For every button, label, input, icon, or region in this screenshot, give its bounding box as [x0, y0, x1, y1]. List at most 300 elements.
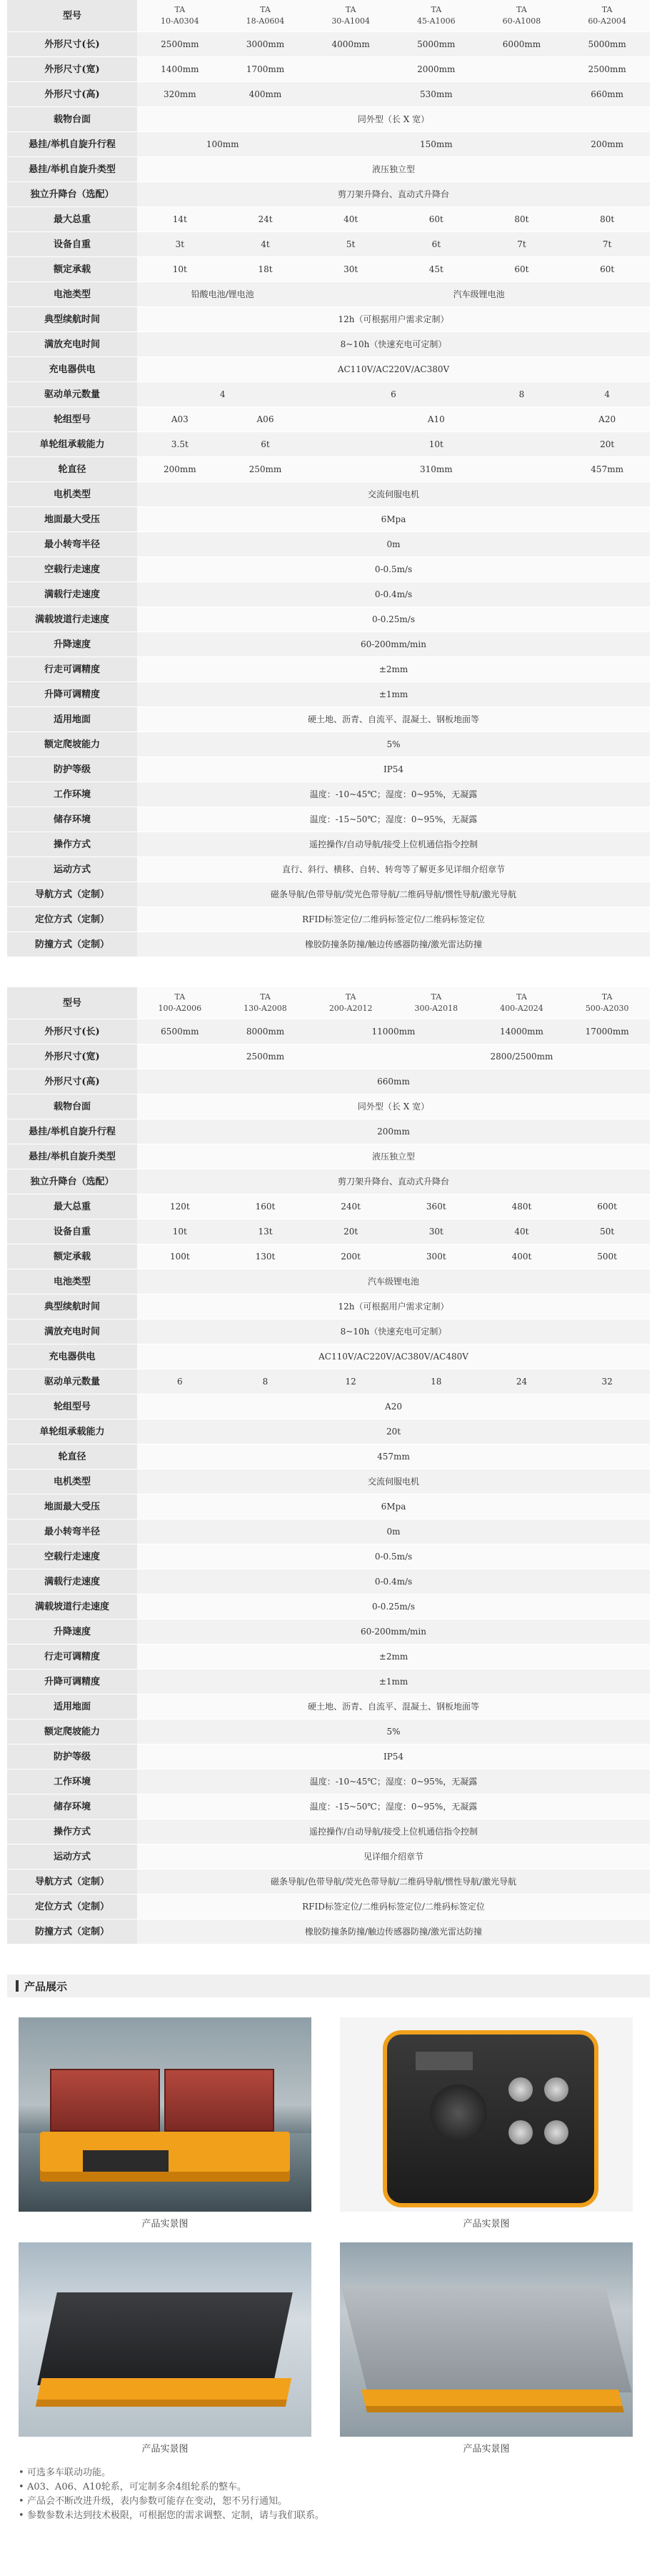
spec-label: 轮组型号 — [7, 1394, 137, 1419]
spec-value: 3t — [137, 232, 223, 257]
spec-row — [7, 1894, 650, 1919]
spec-value: 60t — [393, 207, 479, 232]
spec-value: 20t — [308, 1219, 393, 1244]
spec-row — [7, 507, 650, 532]
spec-value: 150mm — [308, 132, 564, 157]
spec-row — [7, 832, 650, 857]
spec-value: 6t — [223, 432, 309, 457]
spec-label: 空载行走速度 — [7, 557, 137, 582]
spec-label: 适用地面 — [7, 707, 137, 732]
spec-value: 6Mpa — [137, 507, 650, 532]
spec-row — [7, 1244, 650, 1269]
spec-value: 18 — [393, 1369, 479, 1394]
spec-value: 100t — [137, 1244, 223, 1269]
spec-row — [7, 857, 650, 882]
spec-row — [7, 987, 650, 1019]
spec-value: A20 — [564, 407, 650, 432]
spec-value: 45t — [393, 257, 479, 282]
spec-label: 型号 — [7, 0, 137, 32]
spec-value: 12h（可根据用户需求定制） — [137, 1294, 650, 1319]
spec-value: 见详细介绍章节 — [137, 1844, 650, 1869]
spec-value: 60t — [479, 257, 565, 282]
spec-value: 13t — [223, 1219, 309, 1244]
spec-row — [7, 32, 650, 57]
spec-value: 14000mm — [479, 1019, 565, 1044]
spec-row — [7, 1344, 650, 1369]
spec-label: 驱动单元数量 — [7, 1369, 137, 1394]
spec-value: 2800/2500mm — [393, 1044, 650, 1069]
spec-row — [7, 1069, 650, 1094]
spec-label: 单轮组承载能力 — [7, 432, 137, 457]
spec-row — [7, 257, 650, 282]
spec-value: 60-200mm/min — [137, 1619, 650, 1644]
spec-value: 温度：-10~45℃；湿度：0~95%，无凝露 — [137, 1769, 650, 1794]
spec-value: 直行、斜行、横移、自转、转弯等了解更多见详细介绍章节 — [137, 857, 650, 882]
spec-value: 温度：-15~50℃；湿度：0~95%，无凝露 — [137, 807, 650, 832]
spec-row — [7, 807, 650, 832]
spec-value: 50t — [564, 1219, 650, 1244]
spec-row — [7, 1569, 650, 1594]
spec-row — [7, 432, 650, 457]
spec-value: 24 — [479, 1369, 565, 1394]
spec-row — [7, 407, 650, 432]
spec-row — [7, 282, 650, 307]
spec-value: 硬土地、沥青、自流平、混凝土、钢板地面等 — [137, 1694, 650, 1719]
spec-label: 升降可调精度 — [7, 1669, 137, 1694]
spec-row — [7, 607, 650, 632]
spec-label: 升降速度 — [7, 632, 137, 657]
spec-label: 储存环境 — [7, 807, 137, 832]
spec-value: 11000mm — [308, 1019, 478, 1044]
spec-value: 120t — [137, 1194, 223, 1219]
spec-row — [7, 482, 650, 507]
spec-row — [7, 1744, 650, 1769]
spec-label: 轮组型号 — [7, 407, 137, 432]
spec-value: TA 130-A2008 — [223, 987, 309, 1019]
spec-value: 30t — [393, 1219, 479, 1244]
spec-value: 300t — [393, 1244, 479, 1269]
spec-label: 额定承载 — [7, 1244, 137, 1269]
spec-value: 360t — [393, 1194, 479, 1219]
spec-row — [7, 107, 650, 132]
photo-caption: 产品实景图 — [141, 2219, 189, 2230]
spec-value: 160t — [223, 1194, 309, 1219]
spec-row — [7, 1419, 650, 1444]
spec-value: 剪刀架升降台、直动式升降台 — [137, 1169, 650, 1194]
spec-row — [7, 882, 650, 907]
spec-value: 同外型（长 X 宽） — [137, 107, 650, 132]
spec-row — [7, 1169, 650, 1194]
spec-value: 40t — [479, 1219, 565, 1244]
spec-value: 5000mm — [564, 32, 650, 57]
photo-caption: 产品实景图 — [463, 2444, 510, 2455]
spec-table-2-body — [7, 987, 650, 1945]
spec-label: 导航方式（定制） — [7, 1869, 137, 1894]
spec-label: 行走可调精度 — [7, 1644, 137, 1669]
spec-row — [7, 1219, 650, 1244]
spec-label: 操作方式 — [7, 1819, 137, 1844]
spec-value: 0-0.5m/s — [137, 557, 650, 582]
spec-value: RFID标签定位/二维码标签定位/二维码标签定位 — [137, 1894, 650, 1919]
spec-value: 8~10h（快速充电可定制） — [137, 332, 650, 357]
spec-value: 30t — [308, 257, 393, 282]
spec-row — [7, 1869, 650, 1894]
notes-list — [19, 2466, 650, 2523]
spec-value: 240t — [308, 1194, 393, 1219]
spec-label: 运动方式 — [7, 857, 137, 882]
spec-row — [7, 1269, 650, 1294]
section-title: 产品展示 — [24, 1980, 68, 1993]
spec-row — [7, 1694, 650, 1719]
spec-label: 定位方式（定制） — [7, 1894, 137, 1919]
spec-row — [7, 907, 650, 932]
spec-value: 8000mm — [223, 1019, 309, 1044]
spec-value: 3.5t — [137, 432, 223, 457]
spec-row — [7, 682, 650, 707]
spec-value: 6t — [393, 232, 479, 257]
spec-row — [7, 1469, 650, 1494]
spec-value: 遥控操作/自动导航/接受上位机通信指令控制 — [137, 1819, 650, 1844]
spec-label: 轮直径 — [7, 1444, 137, 1469]
spec-value: 硬土地、沥青、自流平、混凝土、钢板地面等 — [137, 707, 650, 732]
spec-value: 200mm — [137, 457, 223, 482]
spec-value: 交流伺服电机 — [137, 482, 650, 507]
spec-label: 外形尺寸(长) — [7, 32, 137, 57]
spec-value: 温度：-15~50℃；湿度：0~95%，无凝露 — [137, 1794, 650, 1819]
spec-label: 外形尺寸(宽) — [7, 57, 137, 82]
spec-label: 工作环境 — [7, 782, 137, 807]
spec-label: 升降速度 — [7, 1619, 137, 1644]
spec-value: IP54 — [137, 1744, 650, 1769]
spec-row — [7, 657, 650, 682]
spec-value: TA 200-A2012 — [308, 987, 393, 1019]
spec-value: 0m — [137, 532, 650, 557]
spec-label: 设备自重 — [7, 1219, 137, 1244]
spec-value: 60-200mm/min — [137, 632, 650, 657]
spec-value: A03 — [137, 407, 223, 432]
spec-value: 5% — [137, 732, 650, 757]
product-photo-remote-control — [340, 2017, 633, 2212]
note-item: • A03、A06、A10轮系，可定制多余4组轮系的整车。 — [19, 2480, 650, 2495]
spec-value: 5% — [137, 1719, 650, 1744]
spec-label: 型号 — [7, 987, 137, 1019]
spec-value: 660mm — [564, 82, 650, 107]
spec-value: TA 100-A2006 — [137, 987, 223, 1019]
spec-row — [7, 1544, 650, 1569]
spec-value: 2500mm — [137, 32, 223, 57]
spec-label: 满载行走速度 — [7, 582, 137, 607]
spec-row — [7, 1444, 650, 1469]
spec-row — [7, 382, 650, 407]
spec-value: 6 — [308, 382, 478, 407]
spec-value: 250mm — [223, 457, 309, 482]
spec-value: 8 — [479, 382, 565, 407]
spec-value: 12 — [308, 1369, 393, 1394]
gallery-card — [19, 2017, 311, 2230]
spec-label: 单轮组承载能力 — [7, 1419, 137, 1444]
spec-row — [7, 1819, 650, 1844]
photo-caption: 产品实景图 — [141, 2444, 189, 2455]
spec-value: 20t — [564, 432, 650, 457]
spec-label: 轮直径 — [7, 457, 137, 482]
spec-label: 最小转弯半径 — [7, 532, 137, 557]
spec-value: TA 400-A2024 — [479, 987, 565, 1019]
spec-value: ±2mm — [137, 657, 650, 682]
spec-value: 同外型（长 X 宽） — [137, 1094, 650, 1119]
spec-label: 操作方式 — [7, 832, 137, 857]
spec-value: 8 — [223, 1369, 309, 1394]
spec-label: 行走可调精度 — [7, 657, 137, 682]
spec-row — [7, 1494, 650, 1519]
spec-label: 外形尺寸(高) — [7, 82, 137, 107]
spec-row — [7, 1794, 650, 1819]
spec-row — [7, 1294, 650, 1319]
spec-label: 额定爬坡能力 — [7, 1719, 137, 1744]
spec-row — [7, 57, 650, 82]
spec-label: 充电器供电 — [7, 357, 137, 382]
spec-row — [7, 332, 650, 357]
spec-value: 温度：-10~45℃；湿度：0~95%，无凝露 — [137, 782, 650, 807]
spec-table-1 — [7, 0, 650, 957]
spec-value: TA 30-A1004 — [308, 0, 393, 32]
spec-label: 额定爬坡能力 — [7, 732, 137, 757]
spec-value: 500t — [564, 1244, 650, 1269]
spec-value: 10t — [137, 257, 223, 282]
spec-label: 电池类型 — [7, 282, 137, 307]
spec-row — [7, 732, 650, 757]
spec-label: 载物台面 — [7, 107, 137, 132]
spec-label: 地面最大受压 — [7, 507, 137, 532]
spec-label: 防撞方式（定制） — [7, 932, 137, 957]
spec-row — [7, 457, 650, 482]
spec-value: 400mm — [223, 82, 309, 107]
spec-row — [7, 157, 650, 182]
product-gallery — [19, 2017, 650, 2455]
spec-row — [7, 1919, 650, 1945]
spec-value: 457mm — [564, 457, 650, 482]
spec-label: 电机类型 — [7, 482, 137, 507]
spec-label: 满放充电时间 — [7, 1319, 137, 1344]
spec-value: ±2mm — [137, 1644, 650, 1669]
spec-value: 4000mm — [308, 32, 393, 57]
spec-label: 定位方式（定制） — [7, 907, 137, 932]
spec-row — [7, 1044, 650, 1069]
spec-label: 空载行走速度 — [7, 1544, 137, 1569]
product-page — [7, 0, 650, 2523]
spec-row — [7, 1319, 650, 1344]
spec-value: 橡胶防撞条防撞/触边传感器防撞/激光雷达防撞 — [137, 932, 650, 957]
spec-value: 0m — [137, 1519, 650, 1544]
spec-row — [7, 1594, 650, 1619]
spec-table-1-body — [7, 0, 650, 957]
spec-label: 外形尺寸(宽) — [7, 1044, 137, 1069]
spec-value: 320mm — [137, 82, 223, 107]
spec-value: 0-0.4m/s — [137, 1569, 650, 1594]
spec-table-2 — [7, 987, 650, 1945]
note-item: • 产品会不断改进升级，表内参数可能存在变动，恕不另行通知。 — [19, 2495, 650, 2509]
spec-value: 530mm — [308, 82, 564, 107]
spec-label: 最大总重 — [7, 207, 137, 232]
spec-value: TA 300-A2018 — [393, 987, 479, 1019]
spec-value: 汽车级锂电池 — [137, 1269, 650, 1294]
spec-label: 额定承载 — [7, 257, 137, 282]
product-photo-cart-with-crates — [19, 2017, 311, 2212]
spec-value: 液压独立型 — [137, 1144, 650, 1169]
spec-value: 橡胶防撞条防撞/触边传感器防撞/激光雷达防撞 — [137, 1919, 650, 1945]
spec-value: 0-0.25m/s — [137, 607, 650, 632]
spec-value: IP54 — [137, 757, 650, 782]
spec-value: RFID标签定位/二维码标签定位/二维码标签定位 — [137, 907, 650, 932]
spec-value: 0-0.25m/s — [137, 1594, 650, 1619]
spec-value: 汽车级锂电池 — [308, 282, 650, 307]
spec-value: 200t — [308, 1244, 393, 1269]
spec-value: 3000mm — [223, 32, 309, 57]
photo-caption: 产品实景图 — [463, 2219, 510, 2230]
spec-row — [7, 82, 650, 107]
spec-row — [7, 632, 650, 657]
spec-value: 6500mm — [137, 1019, 223, 1044]
spec-label: 外形尺寸(高) — [7, 1069, 137, 1094]
spec-value: 130t — [223, 1244, 309, 1269]
spec-row — [7, 1669, 650, 1694]
spec-value: 200mm — [137, 1119, 650, 1144]
spec-value: 6000mm — [479, 32, 565, 57]
spec-row — [7, 757, 650, 782]
spec-value: 4t — [223, 232, 309, 257]
spec-row — [7, 1369, 650, 1394]
spec-value: TA 60-A1008 — [479, 0, 565, 32]
spec-value: 660mm — [137, 1069, 650, 1094]
spec-value: 0-0.5m/s — [137, 1544, 650, 1569]
spec-value: A20 — [137, 1394, 650, 1419]
spec-value: 17000mm — [564, 1019, 650, 1044]
spec-value: 铅酸电池/锂电池 — [137, 282, 308, 307]
section-header — [7, 1975, 650, 1997]
spec-value: 5000mm — [393, 32, 479, 57]
product-photo-large-cart — [340, 2242, 633, 2437]
spec-row — [7, 307, 650, 332]
spec-label: 满载坡道行走速度 — [7, 607, 137, 632]
spec-value: 7t — [564, 232, 650, 257]
spec-label: 悬挂/举机自旋升行程 — [7, 1119, 137, 1144]
spec-value: 80t — [479, 207, 565, 232]
spec-value: 10t — [308, 432, 564, 457]
spec-row — [7, 232, 650, 257]
spec-row — [7, 582, 650, 607]
spec-value: TA 10-A0304 — [137, 0, 223, 32]
spec-label: 独立升降台（选配） — [7, 1169, 137, 1194]
spec-value: 磁条导航/色带导航/荧光色带导航/二维码导航/惯性导航/激光导航 — [137, 882, 650, 907]
spec-value: ±1mm — [137, 1669, 650, 1694]
spec-row — [7, 182, 650, 207]
spec-value: 480t — [479, 1194, 565, 1219]
note-item: • 可选多车联动功能。 — [19, 2466, 650, 2480]
spec-value: 100mm — [137, 132, 308, 157]
spec-label: 驱动单元数量 — [7, 382, 137, 407]
spec-label: 悬挂/举机自旋升类型 — [7, 157, 137, 182]
spec-row — [7, 532, 650, 557]
spec-value: 32 — [564, 1369, 650, 1394]
spec-label: 悬挂/举机自旋升行程 — [7, 132, 137, 157]
spec-value: 2500mm — [137, 1044, 393, 1069]
spec-value: TA 18-A0604 — [223, 0, 309, 32]
gallery-card — [340, 2242, 633, 2455]
spec-value: 遥控操作/自动导航/接受上位机通信指令控制 — [137, 832, 650, 857]
spec-label: 防护等级 — [7, 757, 137, 782]
spec-row — [7, 1144, 650, 1169]
spec-row — [7, 132, 650, 157]
spec-row — [7, 0, 650, 32]
spec-value: 20t — [137, 1419, 650, 1444]
spec-row — [7, 1719, 650, 1744]
spec-row — [7, 1644, 650, 1669]
spec-value: 10t — [137, 1219, 223, 1244]
spec-value: 8~10h（快速充电可定制） — [137, 1319, 650, 1344]
spec-value: AC110V/AC220V/AC380V/AC480V — [137, 1344, 650, 1369]
spec-value: TA 60-A2004 — [564, 0, 650, 32]
spec-label: 运动方式 — [7, 1844, 137, 1869]
spec-label: 满载行走速度 — [7, 1569, 137, 1594]
spec-value: 0-0.4m/s — [137, 582, 650, 607]
spec-value: 7t — [479, 232, 565, 257]
spec-label: 载物台面 — [7, 1094, 137, 1119]
spec-value: ±1mm — [137, 682, 650, 707]
spec-row — [7, 1769, 650, 1794]
spec-row — [7, 1119, 650, 1144]
spec-label: 典型续航时间 — [7, 307, 137, 332]
spec-row — [7, 1019, 650, 1044]
spec-value: A06 — [223, 407, 309, 432]
spec-value: 4 — [564, 382, 650, 407]
spec-row — [7, 357, 650, 382]
spec-row — [7, 1619, 650, 1644]
spec-label: 充电器供电 — [7, 1344, 137, 1369]
spec-label: 满载坡道行走速度 — [7, 1594, 137, 1619]
spec-label: 导航方式（定制） — [7, 882, 137, 907]
spec-value: TA 45-A1006 — [393, 0, 479, 32]
spec-label: 典型续航时间 — [7, 1294, 137, 1319]
spec-value: 600t — [564, 1194, 650, 1219]
spec-row — [7, 207, 650, 232]
spec-row — [7, 932, 650, 957]
spec-label: 最小转弯半径 — [7, 1519, 137, 1544]
spec-label: 满放充电时间 — [7, 332, 137, 357]
spec-row — [7, 1094, 650, 1119]
spec-value: 18t — [223, 257, 309, 282]
spec-value: A10 — [308, 407, 564, 432]
spec-label: 地面最大受压 — [7, 1494, 137, 1519]
spec-value: 2500mm — [564, 57, 650, 82]
spec-label: 外形尺寸(长) — [7, 1019, 137, 1044]
spec-label: 升降可调精度 — [7, 682, 137, 707]
spec-row — [7, 1844, 650, 1869]
spec-label: 电机类型 — [7, 1469, 137, 1494]
spec-value: 24t — [223, 207, 309, 232]
spec-value: 12h（可根据用户需求定制） — [137, 307, 650, 332]
spec-label: 电池类型 — [7, 1269, 137, 1294]
spec-value: 40t — [308, 207, 393, 232]
spec-row — [7, 707, 650, 732]
spec-value: 200mm — [564, 132, 650, 157]
spec-value: 交流伺服电机 — [137, 1469, 650, 1494]
spec-value: 2000mm — [308, 57, 564, 82]
note-item: • 参数参数未达到技术极限，可根据您的需求调整、定制，请与我们联系。 — [19, 2509, 650, 2523]
spec-label: 适用地面 — [7, 1694, 137, 1719]
spec-value: 14t — [137, 207, 223, 232]
spec-row — [7, 1394, 650, 1419]
spec-row — [7, 782, 650, 807]
spec-value: 1400mm — [137, 57, 223, 82]
